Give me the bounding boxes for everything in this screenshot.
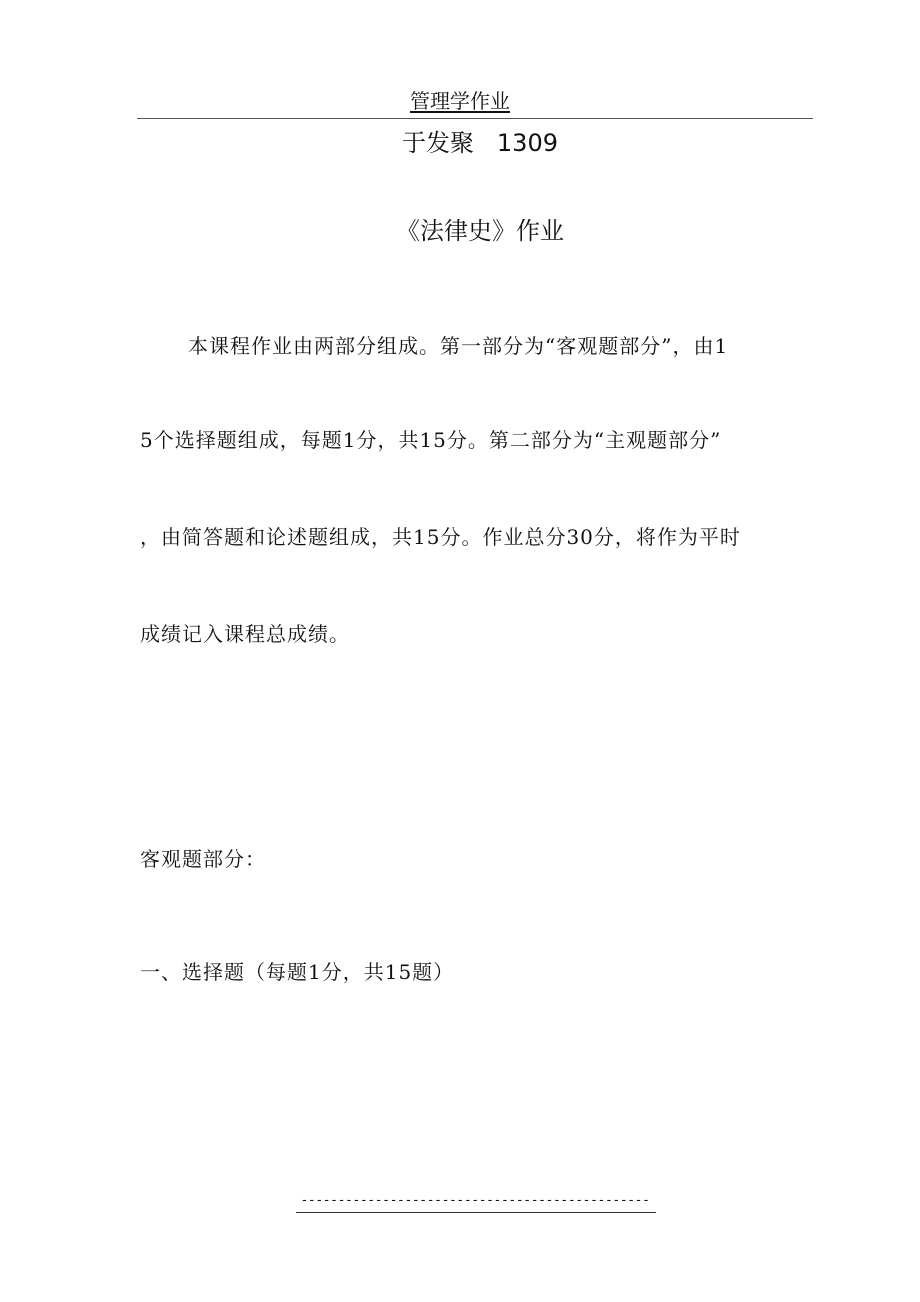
intro-paragraph-line-4: 成绩记入课程总成绩。 bbox=[140, 622, 350, 646]
question-heading: 一、选择题（每题1分，共15题） bbox=[140, 960, 455, 984]
intro-paragraph-line-1: 本课程作业由两部分组成。第一部分为“客观题部分”，由1 bbox=[188, 334, 729, 358]
intro-paragraph-line-2: 5个选择题组成，每题1分，共15分。第二部分为“主观题部分” bbox=[140, 428, 722, 452]
footer-dashes: ----------------------------------------------- bbox=[300, 1193, 650, 1208]
footer-divider bbox=[296, 1212, 656, 1213]
page-header-title: 管理学作业 bbox=[410, 89, 510, 113]
intro-paragraph-line-3: ，由简答题和论述题组成，共15分。作业总分30分，将作为平时 bbox=[140, 525, 741, 549]
header-divider bbox=[137, 118, 813, 119]
document-title: 《法律史》作业 bbox=[396, 217, 564, 245]
author-line: 于发聚 1309 bbox=[402, 129, 558, 157]
section-label: 客观题部分： bbox=[140, 847, 266, 871]
